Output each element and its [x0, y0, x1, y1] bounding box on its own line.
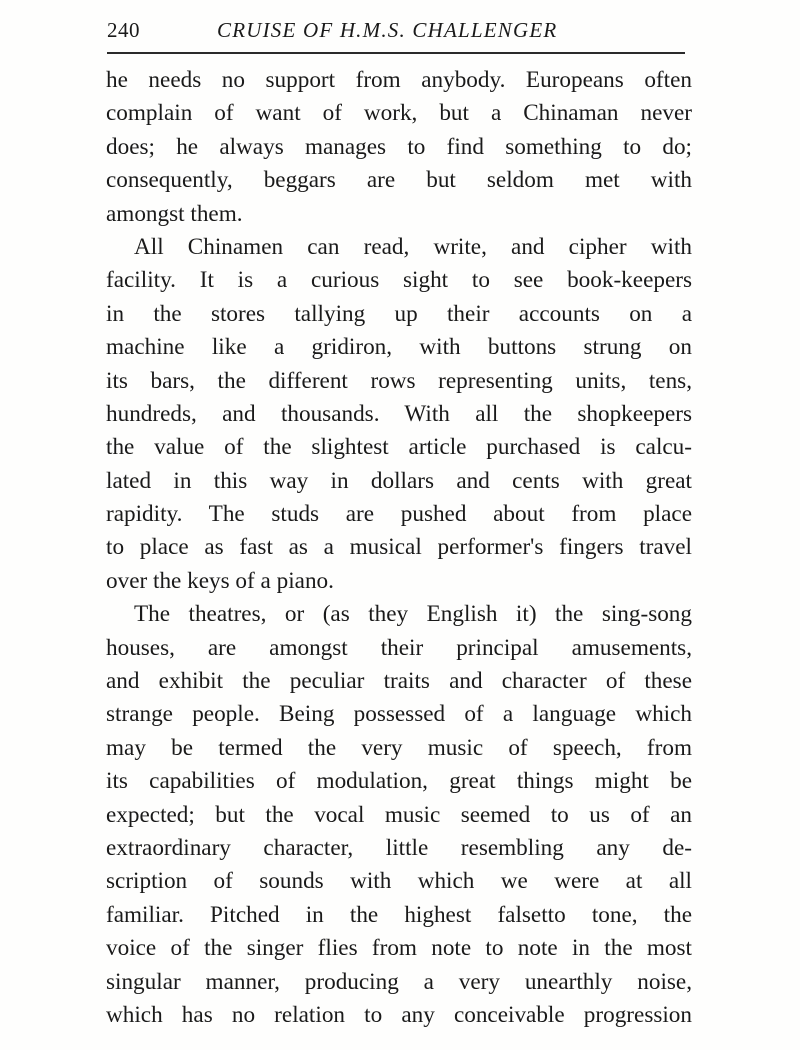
paragraph-2 [106, 231, 692, 598]
text-line: and exhibit the peculiar traits and character of these [106, 668, 692, 695]
text-line: amongst them. [106, 200, 243, 227]
text-line: to place as fast as a musical performer's fingers travel [106, 534, 692, 561]
text-line: expected; but the vocal music seemed to us of an [106, 801, 692, 828]
page-number: 240 [107, 18, 140, 42]
text-line: The theatres, or (as they English it) the sing-song [134, 601, 692, 628]
text-line: does; he always manages to find something to do; [106, 133, 692, 160]
text-line: consequently, beggars are but seldom met with [106, 167, 692, 194]
running-head [107, 18, 692, 48]
text-line: familiar. Pitched in the highest falsetto tone, the [106, 901, 692, 928]
text-line: its bars, the different rows representing units, tens, [106, 367, 692, 394]
text-line: All Chinamen can read, write, and cipher with [134, 233, 692, 260]
text-line: complain of want of work, but a Chinaman never [106, 100, 692, 127]
text-line: rapidity. The studs are pushed about from place [106, 501, 692, 528]
text-line: hundreds, and thousands. With all the shopkeepers [106, 400, 692, 427]
text-line: over the keys of a piano. [106, 567, 334, 594]
text-line: machine like a gridiron, with buttons strung on [106, 334, 692, 361]
text-line: extraordinary character, little resembling any de- [106, 834, 692, 861]
text-line: may be termed the very music of speech, from [106, 734, 692, 761]
text-line: he needs no support from anybody. Europeans often [106, 67, 692, 93]
header-rule [107, 52, 685, 54]
text-line: singular manner, producing a very unearthly noise, [106, 968, 692, 995]
text-line: strange people. Being possessed of a language which [106, 701, 692, 728]
text-line: houses, are amongst their principal amusements, [106, 634, 692, 661]
text-line: facility. It is a curious sight to see book-keepers [106, 267, 692, 294]
text-line: in the stores tallying up their accounts on a [106, 300, 692, 327]
text-line: lated in this way in dollars and cents with great [106, 467, 692, 494]
paragraph-3 [106, 598, 692, 1032]
text-line: its capabilities of modulation, great things might be [106, 768, 692, 795]
running-title: CRUISE OF H.M.S. CHALLENGER [217, 18, 558, 42]
text-line: scription of sounds with which we were at all [106, 868, 692, 895]
text-line: voice of the singer flies from note to note in the most [106, 935, 692, 962]
paragraph-1 [106, 64, 692, 231]
text-line: which has no relation to any conceivable progression [106, 1001, 692, 1028]
body-text [106, 64, 692, 1032]
text-line: the value of the slightest article purchased is calcu- [106, 434, 692, 461]
